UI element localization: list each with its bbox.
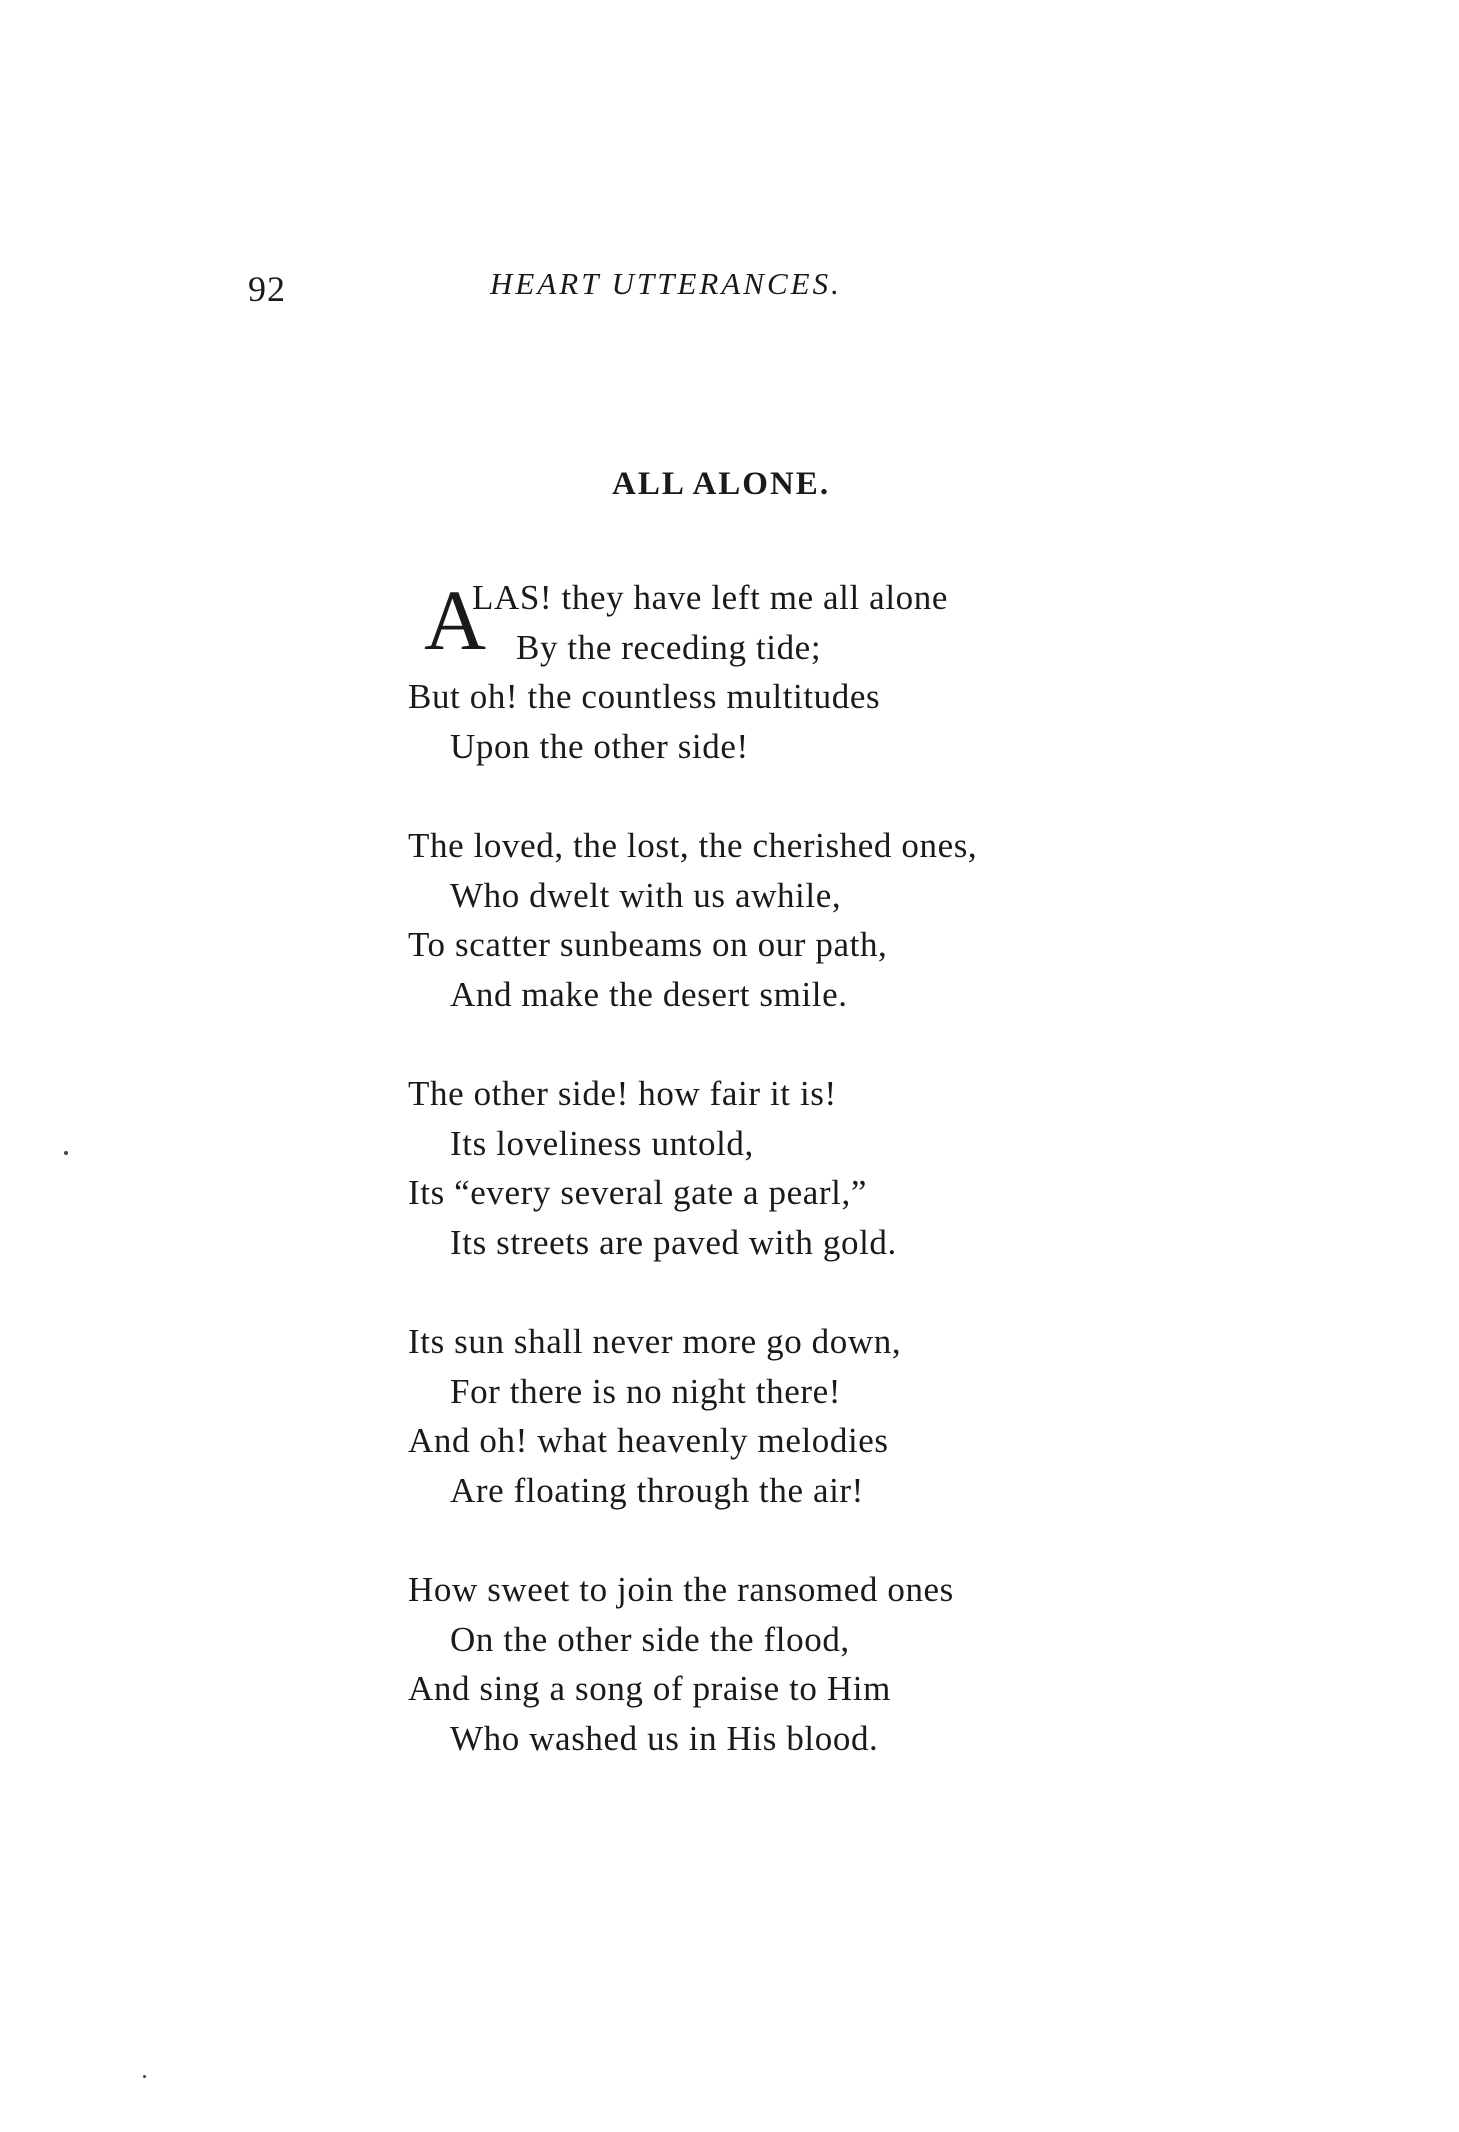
poem-line: Its streets are paved with gold. — [450, 1222, 897, 1262]
poem-line: And sing a song of praise to Him — [408, 1669, 891, 1708]
poem-line: And make the desert smile. — [450, 974, 848, 1014]
poem-line: Who washed us in His blood. — [450, 1718, 879, 1758]
poem-line: The other side! how fair it is! — [408, 1074, 837, 1113]
stanza-1 — [408, 573, 1168, 771]
poem-line: Its “every several gate a pearl,” — [408, 1173, 867, 1212]
page-number: 92 — [248, 269, 286, 309]
stanza-4 — [408, 1317, 1168, 1515]
running-head: HEART UTTERANCES. — [490, 266, 842, 301]
poem-line: On the other side the flood, — [450, 1619, 850, 1659]
paper-speck — [143, 2075, 146, 2078]
drop-cap: A — [424, 572, 487, 668]
poem-body — [408, 573, 1168, 1813]
poem-line: And oh! what heavenly melodies — [408, 1421, 889, 1460]
poem-line: The loved, the lost, the cherished ones, — [408, 826, 978, 865]
stanza-2 — [408, 821, 1168, 1019]
poem-line: Who dwelt with us awhile, — [450, 875, 842, 915]
paper-speck — [64, 1151, 68, 1155]
poem-line: Its sun shall never more go down, — [408, 1322, 902, 1361]
poem-line: Its loveliness untold, — [450, 1123, 754, 1163]
poem-line: But oh! the countless multitudes — [408, 677, 881, 716]
poem-line: For there is no night there! — [450, 1371, 842, 1411]
poem-line: Upon the other side! — [450, 726, 749, 766]
poem-line: To scatter sunbeams on our path, — [408, 925, 888, 964]
line-text: LAS! they have left me all alone — [472, 578, 948, 617]
poem-line: Are floating through the air! — [450, 1470, 864, 1510]
poem-line: How sweet to join the ransomed ones — [408, 1570, 954, 1609]
poem-title: ALL ALONE. — [612, 466, 831, 502]
stanza-3 — [408, 1069, 1168, 1267]
stanza-5 — [408, 1565, 1168, 1763]
poem-line: By the receding tide; — [516, 627, 822, 667]
